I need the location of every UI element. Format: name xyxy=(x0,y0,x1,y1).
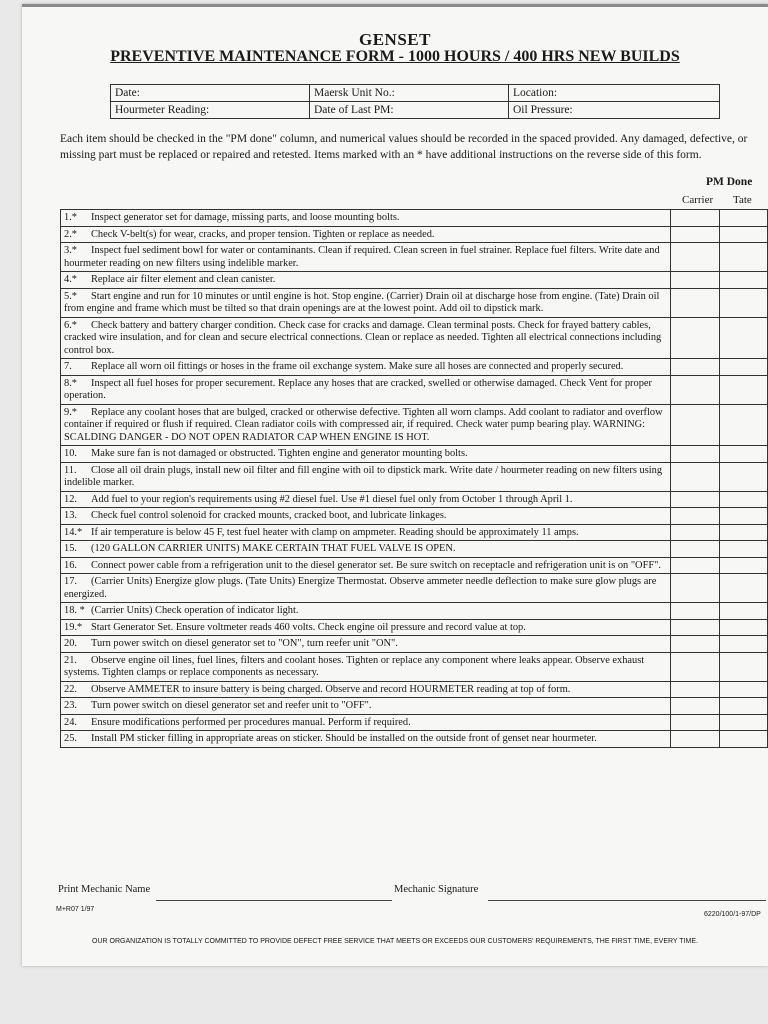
checklist-item-description xyxy=(61,508,671,525)
checklist-item-text: Start engine and run for 10 minutes or until engine is hot. Stop engine. (Carrier) Drain oil at discharge hose from engine. (Tate) Drain oil from engine and frame which must be tilted so that drain openings are at the lowest point. Add oil to dipstick mark. xyxy=(64,290,660,314)
header-fields-table xyxy=(110,84,720,119)
pm-done-carrier-checkbox[interactable] xyxy=(671,317,719,359)
pm-done-carrier-checkbox[interactable] xyxy=(671,557,719,574)
instructions-paragraph: Each item should be checked in the "PM done" column, and numerical values should be recorded in the spaced provided. Any damaged, defective, or missing part must be replaced or repaired and retested. Items marked with an * have additional instructions on the reverse side of this form. xyxy=(60,133,748,161)
footer-statement: OUR ORGANIZATION IS TOTALLY COMMITTED TO PROVIDE DEFECT FREE SERVICE THAT MEETS OR EXCEEDS OUR CUSTOMERS' REQUIREMENTS, THE FIRST TIME, EVERY TIME. xyxy=(92,938,698,945)
checklist-item-number: 5.* xyxy=(64,290,77,302)
pm-done-carrier-checkbox[interactable] xyxy=(671,619,719,636)
checklist-item-number: 2.* xyxy=(64,228,77,240)
pm-done-carrier-checkbox[interactable] xyxy=(671,714,719,731)
pm-done-tate-checkbox[interactable] xyxy=(719,714,767,731)
checklist-item-description xyxy=(61,636,671,653)
checklist-item-text: If air temperature is below 45 F, test fuel heater with clamp on ampmeter. Reading should be approximately 11 amps. xyxy=(91,526,579,538)
checklist-item-text: Inspect all fuel hoses for proper securement. Replace any hoses that are cracked, swelled or otherwise damaged. Check Vent for proper operation. xyxy=(64,377,652,401)
checklist-item-description xyxy=(61,541,671,558)
checklist-item-number: 20. xyxy=(64,638,77,649)
pm-done-tate-checkbox[interactable] xyxy=(719,288,767,317)
checklist-item-text: Make sure fan is not damaged or obstructed. Tighten engine and generator mounting bolts. xyxy=(91,448,468,459)
location-field[interactable]: Location: xyxy=(509,85,720,102)
pm-done-tate-checkbox[interactable] xyxy=(719,317,767,359)
checklist-item-description xyxy=(61,446,671,463)
pm-done-carrier-checkbox[interactable] xyxy=(671,359,719,376)
pm-done-carrier-checkbox[interactable] xyxy=(671,652,719,681)
checklist-item-number: 4.* xyxy=(64,274,77,285)
checklist-row xyxy=(61,375,768,404)
checklist-item-number: 16. xyxy=(64,559,77,571)
checklist-item-text: Check fuel control solenoid for cracked mounts, cracked boot, and lubricate linkages. xyxy=(91,510,447,521)
checklist-item-description xyxy=(61,652,671,681)
checklist-row xyxy=(61,491,768,508)
checklist-row xyxy=(61,698,768,715)
checklist-item-text: Check battery and battery charger condition. Check case for cracks and damage. Clean terminal posts. Check for frayed battery cables, cracked wire insulation, and for clean and secure electrical connections. Clean or replace as needed. Tighten all electrical connections including control box. xyxy=(64,319,662,356)
checklist-row xyxy=(61,603,768,620)
pm-done-tate-checkbox[interactable] xyxy=(719,524,767,541)
checklist-item-text: Replace any coolant hoses that are bulged, cracked or otherwise defective. Tighten all worn clamps. Add coolant to radiator and overflow container if required or flush if required. Clean radiator coils with compressed air, if required. Check water pump bearing play. WARNING: SCALDING DANGER - DO NOT OPEN RADIATOR CAP WHEN ENGINE IS HOT. xyxy=(64,406,663,443)
checklist-item-number: 13. xyxy=(64,510,77,521)
checklist-item-description xyxy=(61,288,671,317)
document-number: 6220/100/1-97/DP xyxy=(704,911,761,918)
pm-done-tate-checkbox[interactable] xyxy=(719,491,767,508)
checklist-row xyxy=(61,636,768,653)
checklist-row xyxy=(61,508,768,525)
pm-done-carrier-checkbox[interactable] xyxy=(671,698,719,715)
checklist-item-number: 9.* xyxy=(64,406,77,418)
checklist-item-text: Check V-belt(s) for wear, cracks, and proper tension. Tighten or replace as needed. xyxy=(91,228,435,240)
checklist-item-description xyxy=(61,210,671,227)
mechanic-signature-label: Mechanic Signature xyxy=(394,884,479,895)
pm-done-tate-checkbox[interactable] xyxy=(719,243,767,272)
form-title: GENSET xyxy=(359,30,431,49)
checklist-row xyxy=(61,226,768,243)
checklist-item-text: Close all oil drain plugs, install new oil filter and fill engine with oil to dipstick mark. Write date / hourmeter reading on new filters using indelible marker. xyxy=(64,464,663,488)
pm-done-carrier-checkbox[interactable] xyxy=(671,404,719,446)
pm-done-tate-checkbox[interactable] xyxy=(719,508,767,525)
checklist-item-number: 21. xyxy=(64,654,77,666)
pm-done-carrier-checkbox[interactable] xyxy=(671,508,719,525)
hourmeter-reading-field[interactable]: Hourmeter Reading: xyxy=(111,102,310,119)
pm-done-tate-checkbox[interactable] xyxy=(719,210,767,227)
checklist-item-description xyxy=(61,375,671,404)
checklist-item-description xyxy=(61,226,671,243)
print-mechanic-name-line[interactable] xyxy=(156,900,392,901)
checklist-item-description xyxy=(61,574,671,603)
unit-number-field[interactable]: Maersk Unit No.: xyxy=(310,85,509,102)
checklist-item-number: 18. * xyxy=(64,605,85,616)
checklist-row xyxy=(61,359,768,376)
checklist-item-number: 11. xyxy=(64,464,77,476)
checklist-item-description xyxy=(61,317,671,359)
checklist-row xyxy=(61,652,768,681)
checklist-item-description xyxy=(61,491,671,508)
checklist-row xyxy=(61,446,768,463)
checklist-item-number: 12. xyxy=(64,493,77,505)
checklist-row xyxy=(61,524,768,541)
form-page xyxy=(22,4,768,966)
checklist-item-description xyxy=(61,462,671,491)
mechanic-signature-line[interactable] xyxy=(488,900,766,901)
pm-done-tate-checkbox[interactable] xyxy=(719,404,767,446)
checklist-item-description xyxy=(61,681,671,698)
pm-done-carrier-checkbox[interactable] xyxy=(671,462,719,491)
checklist-item-number: 6.* xyxy=(64,319,77,331)
last-pm-date-field[interactable]: Date of Last PM: xyxy=(310,102,509,119)
checklist-row xyxy=(61,210,768,227)
pm-done-carrier-checkbox[interactable] xyxy=(671,375,719,404)
print-mechanic-name-label: Print Mechanic Name xyxy=(58,884,151,895)
pm-done-heading: PM Done xyxy=(706,176,753,188)
checklist-item-number: 19.* xyxy=(64,621,83,633)
maintenance-checklist xyxy=(60,209,768,748)
checklist-row xyxy=(61,317,768,359)
checklist-item-text: Observe engine oil lines, fuel lines, filters and coolant hoses. Tighten or replace any component where leaks appear. Observe exhaust systems. Tighten clamps or replace components as necessary. xyxy=(64,654,645,678)
checklist-item-number: 25. xyxy=(64,733,77,744)
checklist-row xyxy=(61,714,768,731)
checklist-item-number: 3.* xyxy=(64,245,77,256)
checklist-item-number: 8.* xyxy=(64,377,77,389)
checklist-item-description xyxy=(61,404,671,446)
pm-done-tate-checkbox[interactable] xyxy=(719,603,767,620)
checklist-row xyxy=(61,462,768,491)
checklist-item-description xyxy=(61,272,671,289)
checklist-item-description xyxy=(61,603,671,620)
checklist-item-text: Inspect fuel sediment bowl for water or contaminants. Clean if required. Clean screen in fuel strainer. Replace fuel filters. Write date and hourmeter reading on new filters using indelible marker. xyxy=(64,245,660,269)
checklist-row xyxy=(61,731,768,748)
checklist-item-text: Replace all worn oil fittings or hoses in the frame oil exchange system. Make sure all hoses are connected and properly secured. xyxy=(91,361,624,372)
pm-done-carrier-checkbox[interactable] xyxy=(671,226,719,243)
checklist-item-text: Turn power switch on diesel generator set to "ON", turn reefer unit "ON". xyxy=(91,638,398,649)
checklist-item-text: Start Generator Set. Ensure voltmeter reads 460 volts. Check engine oil pressure and record value at top. xyxy=(91,621,526,633)
checklist-item-description xyxy=(61,698,671,715)
checklist-item-number: 10. xyxy=(64,448,77,459)
pm-done-tate-checkbox[interactable] xyxy=(719,731,767,748)
pm-done-tate-checkbox[interactable] xyxy=(719,541,767,558)
pm-done-carrier-checkbox[interactable] xyxy=(671,681,719,698)
pm-done-tate-checkbox[interactable] xyxy=(719,375,767,404)
oil-pressure-field[interactable]: Oil Pressure: xyxy=(509,102,720,119)
top-edge-line xyxy=(22,4,768,7)
pm-done-carrier-checkbox[interactable] xyxy=(671,603,719,620)
pm-done-carrier-checkbox[interactable] xyxy=(671,491,719,508)
checklist-item-description xyxy=(61,243,671,272)
pm-done-carrier-checkbox[interactable] xyxy=(671,272,719,289)
checklist-item-description xyxy=(61,557,671,574)
pm-done-tate-checkbox[interactable] xyxy=(719,698,767,715)
pm-done-tate-checkbox[interactable] xyxy=(719,557,767,574)
pm-done-tate-checkbox[interactable] xyxy=(719,636,767,653)
checklist-item-number: 14.* xyxy=(64,526,83,538)
checklist-item-number: 15. xyxy=(64,543,77,554)
checklist-item-description xyxy=(61,731,671,748)
checklist-item-number: 1.* xyxy=(64,212,77,223)
checklist-item-text: Add fuel to your region's requirements using #2 diesel fuel. Use #1 diesel fuel only from October 1 through April 1. xyxy=(91,493,573,505)
checklist-item-number: 24. xyxy=(64,716,77,728)
carrier-column-header: Carrier xyxy=(682,194,714,206)
pm-done-carrier-checkbox[interactable] xyxy=(671,731,719,748)
checklist-row xyxy=(61,404,768,446)
checklist-item-description xyxy=(61,524,671,541)
checklist-row xyxy=(61,541,768,558)
checklist-row xyxy=(61,243,768,272)
checklist-item-text: (Carrier Units) Check operation of indicator light. xyxy=(91,605,299,616)
checklist-item-text: Connect power cable from a refrigeration unit to the diesel generator set. Be sure switch on receptacle and refrigeration unit is on "OFF". xyxy=(91,559,661,571)
checklist-item-text: Replace air filter element and clean canister. xyxy=(91,274,276,285)
checklist-item-text: Install PM sticker filling in appropriate areas on sticker. Should be installed on the outside front of genset near hourmeter. xyxy=(91,733,597,744)
checklist-item-number: 17. xyxy=(64,576,77,587)
pm-done-carrier-checkbox[interactable] xyxy=(671,446,719,463)
pm-done-tate-checkbox[interactable] xyxy=(719,272,767,289)
checklist-item-description xyxy=(61,714,671,731)
pm-done-carrier-checkbox[interactable] xyxy=(671,288,719,317)
checklist-row xyxy=(61,574,768,603)
pm-done-tate-checkbox[interactable] xyxy=(719,359,767,376)
pm-done-tate-checkbox[interactable] xyxy=(719,619,767,636)
checklist-item-text: Turn power switch on diesel generator set and reefer unit to "OFF". xyxy=(91,700,372,711)
checklist-row xyxy=(61,272,768,289)
checklist-row xyxy=(61,557,768,574)
checklist-item-text: (120 GALLON CARRIER UNITS) MAKE CERTAIN THAT FUEL VALVE IS OPEN. xyxy=(91,543,456,554)
pm-done-carrier-checkbox[interactable] xyxy=(671,636,719,653)
checklist-item-text: Inspect generator set for damage, missing parts, and loose mounting bolts. xyxy=(91,212,400,223)
checklist-item-number: 23. xyxy=(64,700,77,711)
checklist-item-description xyxy=(61,359,671,376)
tate-column-header: Tate xyxy=(733,194,752,206)
checklist-item-description xyxy=(61,619,671,636)
form-subtitle: PREVENTIVE MAINTENANCE FORM - 1000 HOURS / 400 HRS NEW BUILDS xyxy=(110,48,680,65)
date-field[interactable]: Date: xyxy=(111,85,310,102)
pm-done-tate-checkbox[interactable] xyxy=(719,446,767,463)
pm-done-tate-checkbox[interactable] xyxy=(719,652,767,681)
pm-done-carrier-checkbox[interactable] xyxy=(671,574,719,603)
form-code: M+R07 1/97 xyxy=(56,906,95,913)
checklist-row xyxy=(61,619,768,636)
pm-done-carrier-checkbox[interactable] xyxy=(671,541,719,558)
pm-done-carrier-checkbox[interactable] xyxy=(671,210,719,227)
checklist-item-text: (Carrier Units) Energize glow plugs. (Tate Units) Energize Thermostat. Observe ammeter needle deflection to make sure glow plugs are energized. xyxy=(64,576,657,600)
pm-done-carrier-checkbox[interactable] xyxy=(671,524,719,541)
checklist-item-number: 7. xyxy=(64,361,72,372)
checklist-item-text: Observe AMMETER to insure battery is being charged. Observe and record HOURMETER reading at top of form. xyxy=(91,683,571,695)
checklist-row xyxy=(61,288,768,317)
pm-done-carrier-checkbox[interactable] xyxy=(671,243,719,272)
pm-done-tate-checkbox[interactable] xyxy=(719,462,767,491)
pm-done-tate-checkbox[interactable] xyxy=(719,574,767,603)
pm-done-tate-checkbox[interactable] xyxy=(719,226,767,243)
pm-done-tate-checkbox[interactable] xyxy=(719,681,767,698)
checklist-item-number: 22. xyxy=(64,683,77,695)
checklist-item-text: Ensure modifications performed per procedures manual. Perform if required. xyxy=(91,716,411,728)
checklist-row xyxy=(61,681,768,698)
